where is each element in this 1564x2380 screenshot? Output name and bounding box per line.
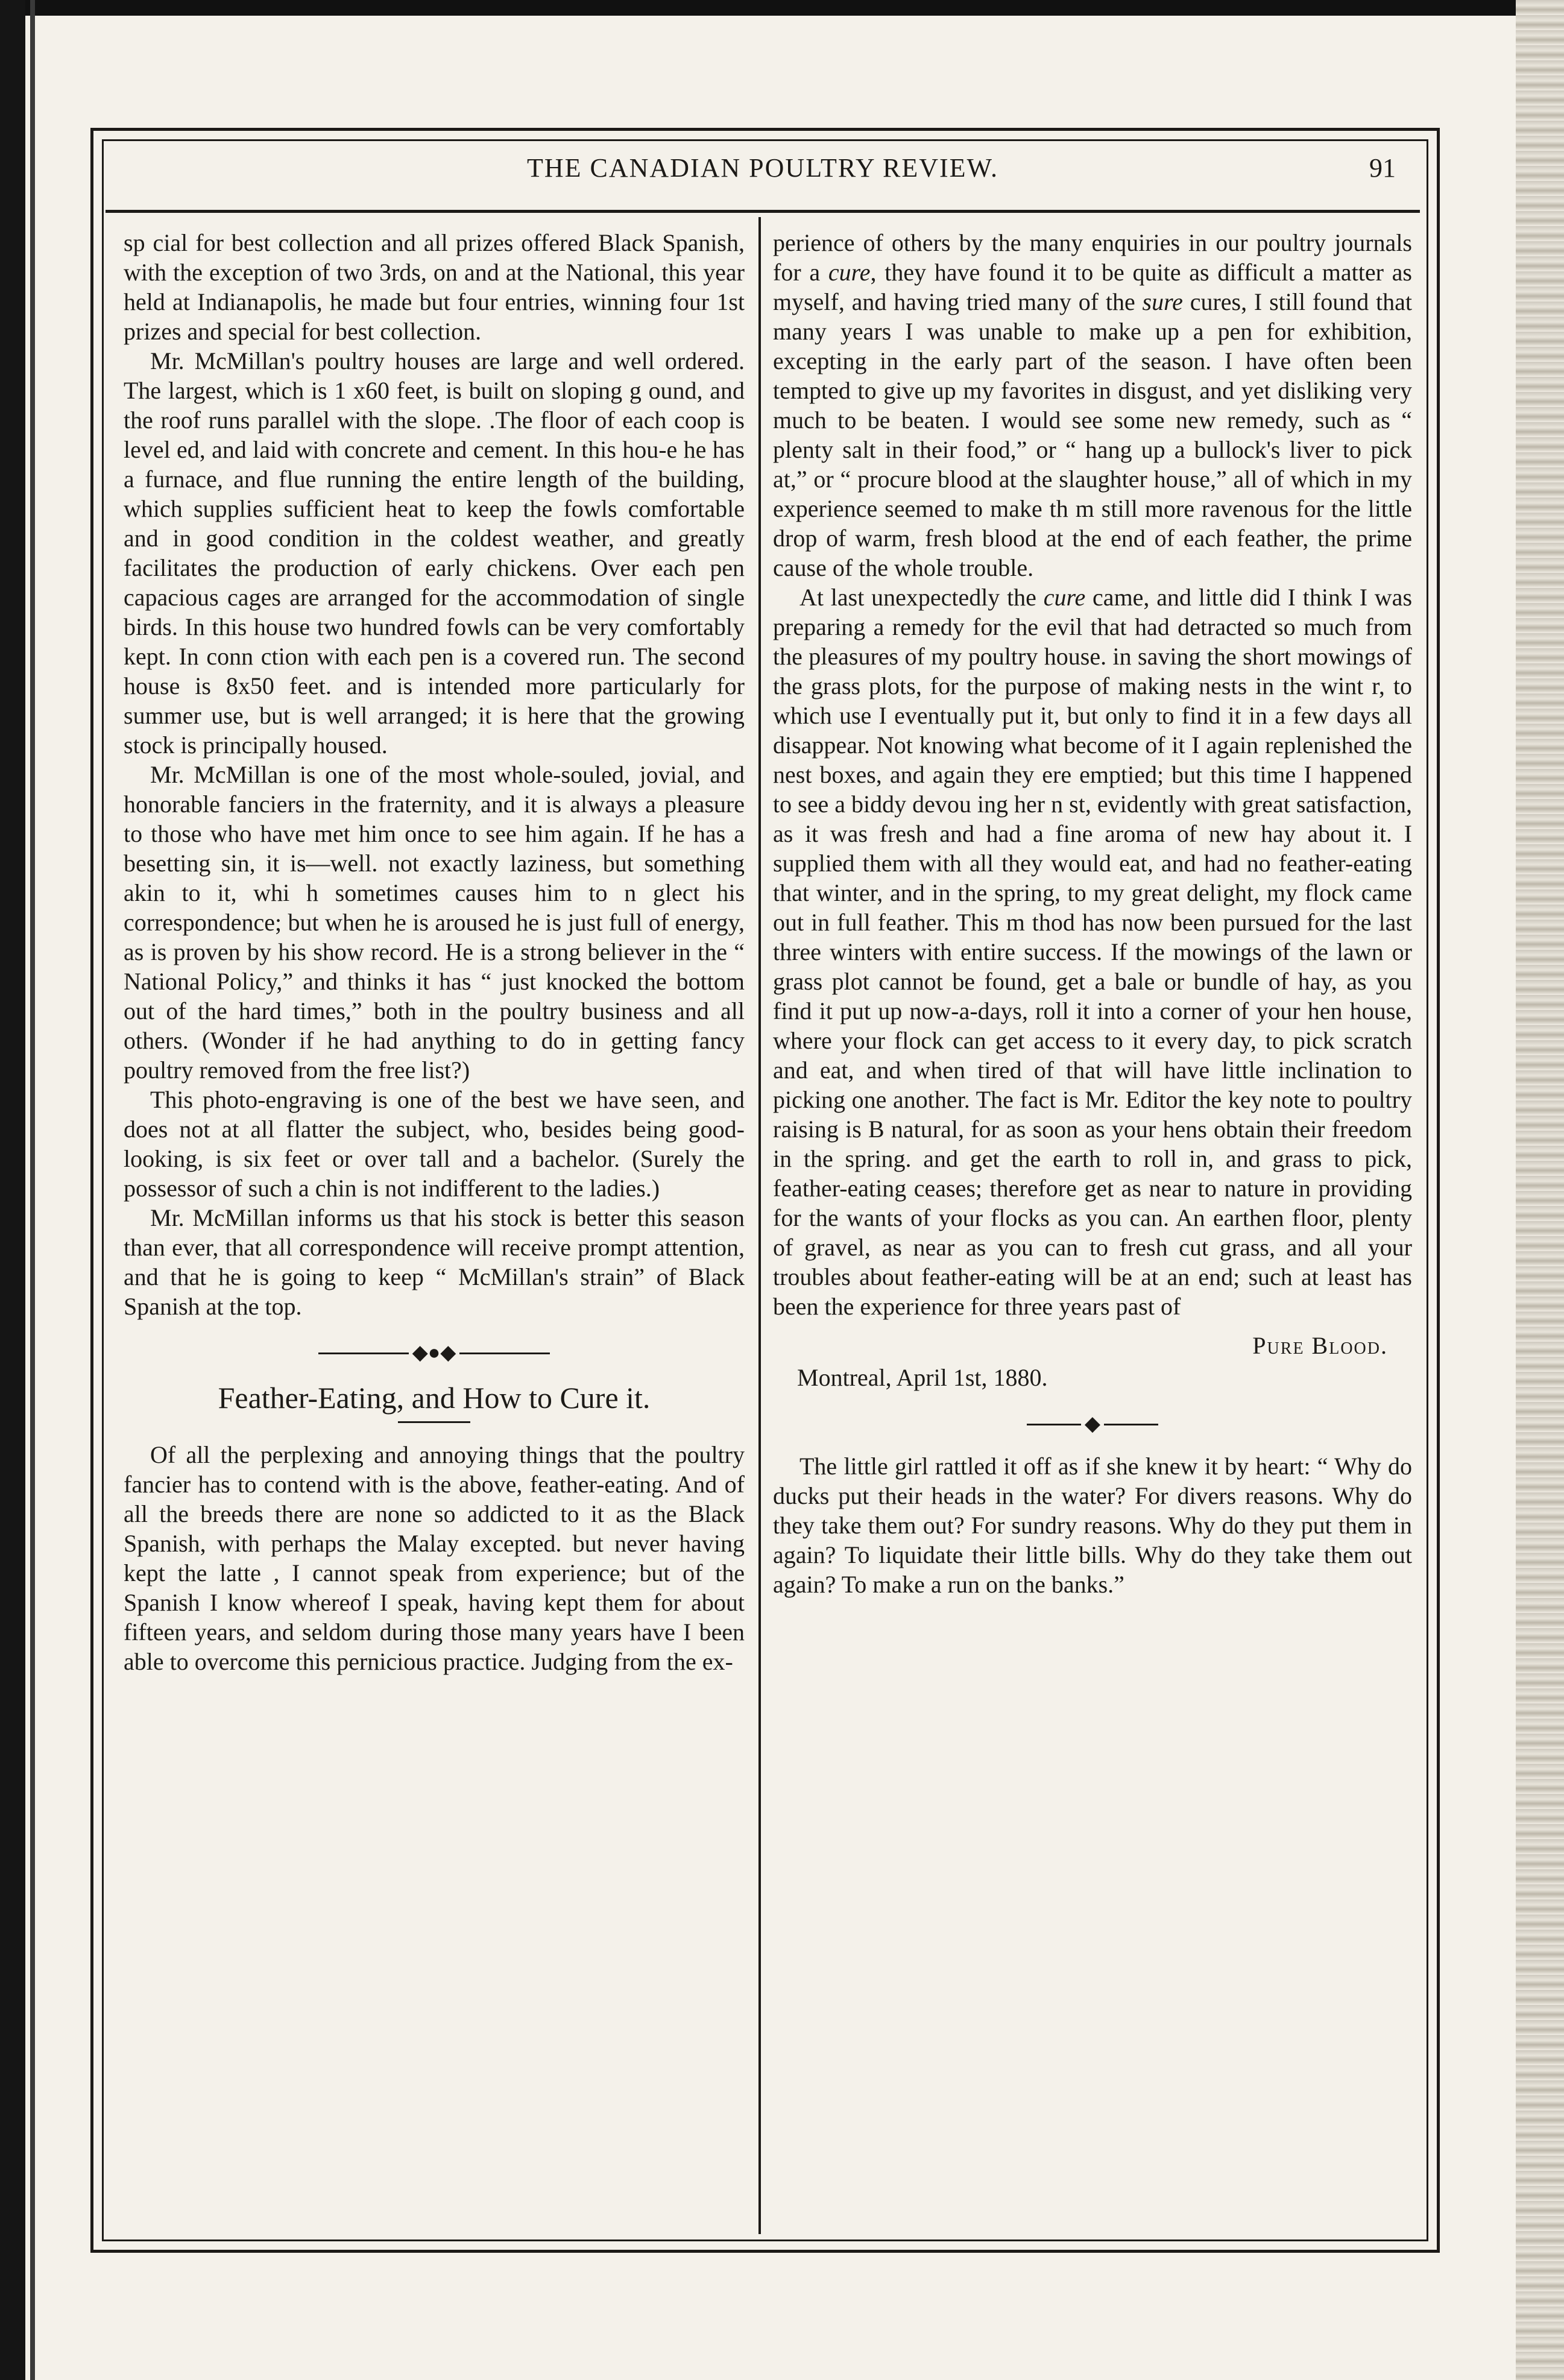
right-column — [773, 228, 1412, 1599]
ornament-divider — [773, 1415, 1412, 1433]
italic-word: sure — [1142, 288, 1183, 315]
ornament-diamond-icon: ◆ — [1084, 1413, 1101, 1435]
journal-title: THE CANADIAN POULTRY REVIEW. — [527, 153, 998, 183]
scan-edge-left — [0, 0, 25, 2380]
text-run: cures, I still found that many years I was unable to make up a pen for exhibition, excepting in the early part of the season. I have often been tempted to give up my favorites in disgust, and yet disliking very much to be beaten. I would see some new remedy, such as “ plenty salt in their food,” or “ hang up a bullock's liver to pick at,” or “ procure blood at the slaughter house,” all of which in my experience seemed to make th m still more ravenous for the little drop of warm, fresh blood at the end of each feather, the prime cause of the whole trouble. — [773, 288, 1412, 581]
paragraph: Of all the perplexing and annoying things that the poultry fancier has to contend with is the above, feather-eating. And of all the breeds there are none so addicted to it as the Black Spanish, with perhaps the Malay excepted. but never having kept the latte , I cannot speak from experience; but of the Spanish I know whereof I speak, having kept them for about fifteen years, and seldom during those many years have I been able to overcome this pernicious practice. Judging from the ex- — [124, 1441, 745, 1675]
header-rule — [106, 210, 1420, 213]
ornament-line — [459, 1353, 550, 1354]
italic-word: cure — [1043, 584, 1086, 611]
text-run: came, and little did I think I was preparing a remedy for the evil that had detracted so much from the pleasures of my poultry house. in saving the short mowings of the grass plots, for the purpose of making nests in the wint r, to which use I eventually put it, but only to find it in a few days all disappear. Not knowing what become of it I again replenished the nest boxes, and again they ere emptied; but this time I happened to see a biddy devou ing her n st, evidently with great satisfaction, as it was fresh and had a fine aroma of new hay about it. I supplied them with all they would eat, and had no feather-eating that winter, and in the spring, to my great delight, my flock came out in full feather. This m thod has now been pursued for the last three winters with entire success. If the mowings of the lawn or grass plot cannot be found, get a bale or bundle of hay, as you find it put up now-a-days, roll it into a corner of your hen house, where your flock can get access to it every day, to pick scratch and eat, and when tired of that will have little inclination to picking one another. The fact is Mr. Editor the key note to poultry raising is B natural, for as soon as your hens obtain their freedom in the spring. and get the earth to roll in, and grass to pick, feather-eating ceases; therefore get as near to nature in providing for the wants of your flocks as you can. An earthen floor, plenty of gravel, as near as you can to fresh cut grass, and all your troubles about feather-eating will be at an end; such at least has been the experience for three years past of — [773, 584, 1413, 1320]
page-header — [106, 148, 1420, 202]
text-run: , they have found it to be quite as difficult a matter as myself, and having tried many of the — [773, 259, 1412, 315]
italic-word: cure — [828, 259, 871, 286]
scan-edge-right — [1516, 0, 1564, 2380]
text-run: perience of others by the many enquiries in our poultry journals for a — [773, 229, 1412, 286]
dateline: Montreal, April 1st, 1880. — [797, 1364, 1048, 1391]
paragraph: Mr. McMillan is one of the most whole-souled, jovial, and honorable fanciers in the fraternity, and it is always a pleasure to those who have met him once to see him again. If he has a besetting sin, it is—well. not exactly laziness, but something akin to it, whi h sometimes causes him to n glect his correspondence; but when he is aroused he is just full of energy, as is proven by his show record. He is a strong believer in the “ National Policy,” and thinks it has “ just knocked the bottom out of the hard times,” both in the poultry business and all others. (Wonder if he had anything to do in getting fancy poultry removed from the free list?) — [124, 761, 745, 1084]
paragraph: sp cial for best collection and all prizes offered Black Spanish, with the exception of two 3rds, on and at the National, this year held at Indianapolis, he made but four entries, winning four 1st prizes and special for best collection. — [124, 229, 745, 345]
ornament-diamond-icon: ◆●◆ — [412, 1342, 456, 1364]
section-title: Feather-Eating, and How to Cure it. — [218, 1381, 651, 1415]
ornament-divider — [124, 1344, 745, 1362]
ornament-line — [1027, 1424, 1081, 1425]
paragraph — [773, 582, 1412, 1321]
ornament-line — [318, 1353, 409, 1354]
column-divider — [758, 217, 761, 2234]
signature: Pure Blood. — [1252, 1332, 1388, 1359]
paragraph — [773, 228, 1412, 582]
paragraph: Mr. McMillan informs us that his stock is better this season than ever, that all correspondence will receive prompt attention, and that he is going to keep “ McMillan's strain” of Black Spanish at the top. — [124, 1204, 745, 1320]
section-title-rule — [398, 1421, 470, 1423]
scan-edge-top — [0, 0, 1564, 16]
left-column — [124, 228, 745, 1676]
paragraph: Mr. McMillan's poultry houses are large and well ordered. The largest, which is 1 x60 feet, is built on sloping g ound, and the roof runs parallel with the slope. .The floor of each coop is level ed, and laid with concrete and cement. In this hou-e he has a furnace, and flue running the entire length of the building, which supplies sufficient heat to keep the fowls comfortable and in good condition in the coldest weather, and greatly facilitates the production of early chickens. Over each pen capacious cages are arranged for the accommodation of single birds. In this house two hundred fowls can be very comfortably kept. In conn ction with each pen is a covered run. The second house is 8x50 feet. and is intended more particularly for summer use, but is well arranged; it is here that the growing stock is principally housed. — [124, 347, 745, 759]
paragraph: This photo-engraving is one of the best we have seen, and does not at all flatter the subject, who, besides being good-looking, is six feet or over tall and a bachelor. (Surely the possessor of such a chin is not indifferent to the ladies.) — [124, 1086, 745, 1202]
paragraph: The little girl rattled it off as if she knew it by heart: “ Why do ducks put their heads in the water? For divers reasons. Why do they take them out? For sundry reasons. Why do they put them in again? To liquidate their little bills. Why do they take them out again? To make a run on the banks.” — [773, 1453, 1412, 1598]
ornament-line — [1104, 1424, 1158, 1425]
page-number: 91 — [1369, 153, 1396, 183]
scan-edge-left-inner — [30, 0, 35, 2380]
text-run: At last unexpectedly the — [799, 584, 1044, 611]
